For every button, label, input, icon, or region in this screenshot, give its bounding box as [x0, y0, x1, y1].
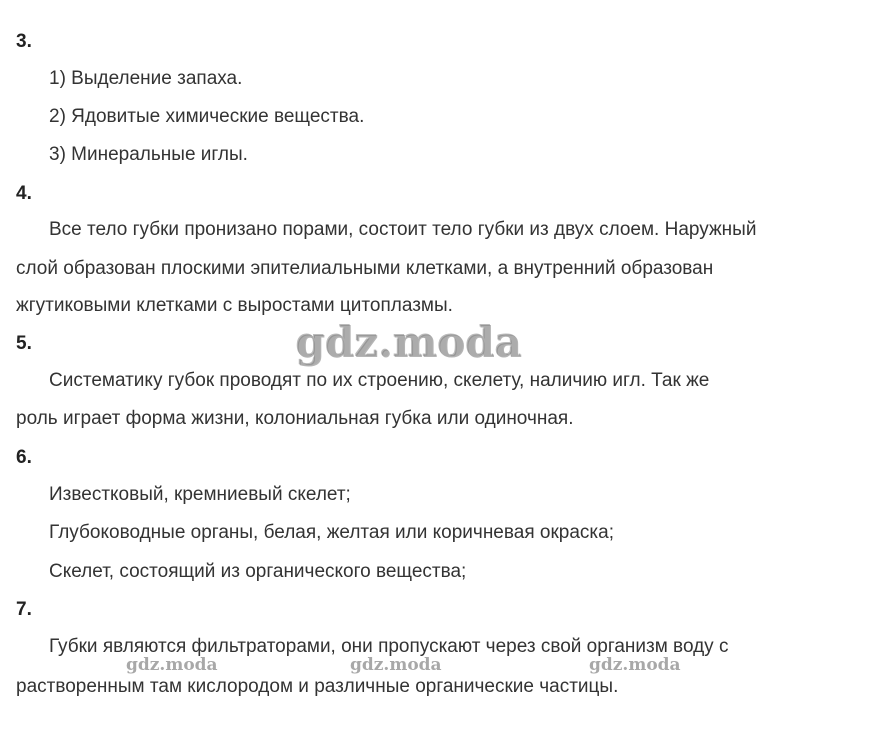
watermark-small: gdz.moda: [589, 655, 681, 675]
section-number: 3.: [16, 31, 32, 52]
answer-line: Губки являются фильтраторами, они пропускают через свой организм воду с: [49, 636, 729, 657]
answer-line: 3) Минеральные иглы.: [49, 144, 248, 165]
answer-line: Систематику губок проводят по их строению, скелету, наличию игл. Так же: [49, 370, 710, 391]
answer-line: Глубоководные органы, белая, желтая или коричневая окраска;: [49, 522, 614, 543]
watermark-small: gdz.moda: [350, 655, 442, 675]
section-number: 5.: [16, 333, 32, 354]
answer-line: 1) Выделение запаха.: [49, 68, 243, 89]
answer-line: 2) Ядовитые химические вещества.: [49, 106, 365, 127]
answer-line: Все тело губки пронизано порами, состоит тело губки из двух слоем. Наружный: [49, 219, 757, 240]
answer-line: растворенным там кислородом и различные органические частицы.: [16, 676, 619, 697]
answer-line: роль играет форма жизни, колониальная губка или одиночная.: [16, 408, 574, 429]
answer-line: слой образован плоскими эпителиальными клетками, а внутренний образован: [16, 258, 714, 279]
answer-line: жгутиковыми клетками с выростами цитоплазмы.: [16, 295, 453, 316]
section-number: 7.: [16, 599, 32, 620]
answer-line: Известковый, кремниевый скелет;: [49, 484, 351, 505]
answer-line: Скелет, состоящий из органического вещества;: [49, 561, 467, 582]
watermark-logo: gdz.moda: [296, 318, 523, 367]
watermark-small: gdz.moda: [126, 655, 218, 675]
section-number: 4.: [16, 183, 32, 204]
section-number: 6.: [16, 447, 32, 468]
